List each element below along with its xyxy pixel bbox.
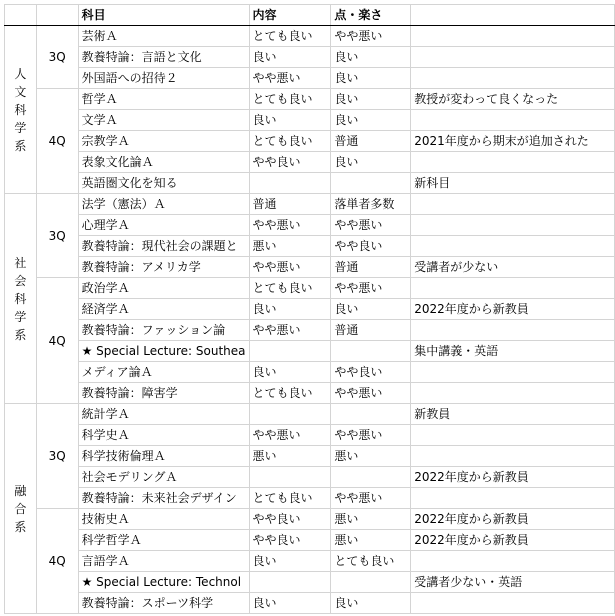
notes-cell[interactable]: 2022年度から新教員 (411, 530, 615, 551)
table-row (5, 509, 615, 530)
course-review-table (4, 4, 615, 614)
notes-cell[interactable] (411, 425, 615, 446)
notes-cell[interactable] (411, 446, 615, 467)
quarter-cell[interactable]: 3Q (36, 26, 78, 89)
subject-cell[interactable]: 科学哲学Ａ (78, 530, 249, 551)
notes-cell[interactable] (411, 320, 615, 341)
grading-cell[interactable]: やや悪い (331, 425, 411, 446)
grading-cell[interactable] (331, 173, 411, 194)
content-cell[interactable]: とても良い (249, 278, 331, 299)
table-row (5, 341, 615, 362)
grading-cell[interactable]: やや悪い (331, 26, 411, 47)
header-subject[interactable]: 科目 (78, 5, 249, 26)
subject-cell[interactable]: 科学史Ａ (78, 425, 249, 446)
grading-cell[interactable]: 悪い (331, 446, 411, 467)
quarter-cell[interactable]: 3Q (36, 194, 78, 278)
grading-cell[interactable] (331, 467, 411, 488)
subject-cell[interactable]: 英語圏文化を知る (78, 173, 249, 194)
table-row (5, 278, 615, 299)
table-row (5, 383, 615, 404)
subject-cell[interactable]: 言語学Ａ (78, 551, 249, 572)
group-label-char: 科 (14, 102, 27, 117)
subject-cell[interactable]: 統計学Ａ (78, 404, 249, 425)
grading-cell[interactable]: 良い (331, 68, 411, 89)
group-label-char: 文 (14, 84, 27, 99)
table-row (5, 257, 615, 278)
table-row (5, 194, 615, 215)
grading-cell[interactable]: やや悪い (331, 215, 411, 236)
group-label-char: 系 (14, 519, 27, 534)
grading-cell[interactable]: やや良い (331, 236, 411, 257)
content-cell[interactable]: やや悪い (249, 68, 331, 89)
grading-cell[interactable]: 普通 (331, 131, 411, 152)
table-row (5, 26, 615, 47)
table-row (5, 110, 615, 131)
table-row (5, 68, 615, 89)
table-row (5, 362, 615, 383)
content-cell[interactable]: やや悪い (249, 425, 331, 446)
grading-cell[interactable]: 落単者多数 (331, 194, 411, 215)
subject-cell[interactable]: 法学（憲法）Ａ (78, 194, 249, 215)
notes-cell[interactable]: 2022年度から新教員 (411, 299, 615, 320)
content-cell[interactable]: やや悪い (249, 257, 331, 278)
group-label (5, 482, 36, 536)
header-notes[interactable] (411, 5, 615, 26)
header-row (5, 5, 615, 26)
content-cell[interactable]: 良い (249, 47, 331, 68)
notes-cell[interactable]: 受講者が少ない (411, 257, 615, 278)
subject-cell[interactable]: 技術史Ａ (78, 509, 249, 530)
notes-cell[interactable]: 集中講義・英語 (411, 341, 615, 362)
content-cell[interactable]: とても良い (249, 131, 331, 152)
grading-cell[interactable]: やや悪い (331, 383, 411, 404)
table-row (5, 215, 615, 236)
content-cell[interactable] (249, 467, 331, 488)
table-row (5, 425, 615, 446)
table-row (5, 446, 615, 467)
table-row (5, 299, 615, 320)
group-label-char: 融 (14, 483, 27, 498)
subject-cell[interactable]: 表象文化論Ａ (78, 152, 249, 173)
subject-cell[interactable]: 哲学Ａ (78, 89, 249, 110)
group-label (5, 65, 36, 155)
subject-cell[interactable]: 教養特論：現代社会の課題と (78, 236, 249, 257)
header-grading[interactable]: 点・楽さ (331, 5, 411, 26)
table-row (5, 47, 615, 68)
content-cell[interactable] (249, 173, 331, 194)
subject-cell[interactable]: 芸術Ａ (78, 26, 249, 47)
group-label-char: 系 (14, 327, 27, 342)
subject-cell[interactable]: 文学Ａ (78, 110, 249, 131)
content-cell[interactable]: とても良い (249, 383, 331, 404)
content-cell[interactable] (249, 341, 331, 362)
content-cell[interactable]: とても良い (249, 488, 331, 509)
grading-cell[interactable] (331, 341, 411, 362)
table-row (5, 320, 615, 341)
subject-cell[interactable]: 教養特論：言語と文化 (78, 47, 249, 68)
content-cell[interactable]: とても良い (249, 26, 331, 47)
notes-cell[interactable]: 新科目 (411, 173, 615, 194)
notes-cell[interactable] (411, 68, 615, 89)
grading-cell[interactable] (331, 404, 411, 425)
content-cell[interactable]: 悪い (249, 236, 331, 257)
subject-cell[interactable]: 心理学Ａ (78, 215, 249, 236)
grading-cell[interactable]: やや悪い (331, 278, 411, 299)
quarter-cell[interactable]: 3Q (36, 404, 78, 509)
subject-cell[interactable]: ★ Special Lecture: Southea (78, 341, 249, 362)
grading-cell[interactable]: 良い (331, 593, 411, 614)
content-cell[interactable]: 良い (249, 593, 331, 614)
table-row (5, 572, 615, 593)
content-cell[interactable]: やや良い (249, 152, 331, 173)
notes-cell[interactable] (411, 152, 615, 173)
notes-cell[interactable] (411, 551, 615, 572)
grading-cell[interactable]: 悪い (331, 530, 411, 551)
subject-cell[interactable]: 教養特論：ファッション論 (78, 320, 249, 341)
notes-cell[interactable]: 2022年度から新教員 (411, 509, 615, 530)
content-cell[interactable]: やや良い (249, 509, 331, 530)
table-row (5, 488, 615, 509)
group-label-cell[interactable] (5, 404, 37, 614)
subject-cell[interactable]: 教養特論：障害学 (78, 383, 249, 404)
notes-cell[interactable]: 2022年度から新教員 (411, 467, 615, 488)
group-label-char: 学 (14, 309, 27, 324)
grading-cell[interactable]: やや悪い (331, 488, 411, 509)
grading-cell[interactable]: 良い (331, 89, 411, 110)
group-label-cell[interactable] (5, 26, 37, 194)
group-label-char: 科 (14, 291, 27, 306)
table-row (5, 236, 615, 257)
subject-cell[interactable]: 社会モデリングＡ (78, 467, 249, 488)
table-row (5, 173, 615, 194)
content-cell[interactable]: 良い (249, 362, 331, 383)
content-cell[interactable] (249, 572, 331, 593)
subject-cell[interactable]: 経済学Ａ (78, 299, 249, 320)
subject-cell[interactable]: 宗教学Ａ (78, 131, 249, 152)
grading-cell[interactable]: 良い (331, 299, 411, 320)
notes-cell[interactable] (411, 488, 615, 509)
content-cell[interactable]: 悪い (249, 446, 331, 467)
subject-cell[interactable]: 政治学Ａ (78, 278, 249, 299)
grading-cell[interactable] (331, 572, 411, 593)
table-row (5, 131, 615, 152)
notes-cell[interactable] (411, 215, 615, 236)
subject-cell[interactable]: メディア論Ａ (78, 362, 249, 383)
header-content[interactable]: 内容 (249, 5, 331, 26)
notes-cell[interactable] (411, 593, 615, 614)
group-label (5, 254, 36, 344)
grading-cell[interactable]: 良い (331, 152, 411, 173)
grading-cell[interactable]: 普通 (331, 257, 411, 278)
group-label-char: 系 (14, 138, 27, 153)
table-row (5, 89, 615, 110)
content-cell[interactable]: 良い (249, 551, 331, 572)
grading-cell[interactable]: 良い (331, 110, 411, 131)
group-label-char: 人 (14, 66, 27, 81)
notes-cell[interactable] (411, 47, 615, 68)
table-row (5, 593, 615, 614)
notes-cell[interactable]: 2021年度から期末が追加された (411, 131, 615, 152)
notes-cell[interactable] (411, 362, 615, 383)
subject-cell[interactable]: 科学技術倫理Ａ (78, 446, 249, 467)
group-label-char: 合 (14, 501, 27, 516)
group-label-char: 社 (14, 255, 27, 270)
notes-cell[interactable] (411, 110, 615, 131)
subject-cell[interactable]: 教養特論：アメリカ学 (78, 257, 249, 278)
subject-cell[interactable]: 教養特論：スポーツ科学 (78, 593, 249, 614)
header-quarter-cell[interactable] (36, 5, 78, 26)
grading-cell[interactable]: 普通 (331, 320, 411, 341)
content-cell[interactable]: やや良い (249, 530, 331, 551)
notes-cell[interactable] (411, 236, 615, 257)
notes-cell[interactable]: 教授が変わって良くなった (411, 89, 615, 110)
content-cell[interactable]: 良い (249, 110, 331, 131)
table-row (5, 404, 615, 425)
header-group-cell[interactable] (5, 5, 37, 26)
table-row (5, 551, 615, 572)
table-body (5, 5, 615, 614)
grading-cell[interactable]: とても良い (331, 551, 411, 572)
group-label-cell[interactable] (5, 194, 37, 404)
subject-cell[interactable]: 教養特論：未来社会デザイン (78, 488, 249, 509)
content-cell[interactable]: やや悪い (249, 320, 331, 341)
quarter-cell[interactable]: 4Q (36, 278, 78, 404)
group-label-char: 学 (14, 120, 27, 135)
group-label-char: 会 (14, 273, 27, 288)
content-cell[interactable]: やや悪い (249, 215, 331, 236)
content-cell[interactable] (249, 404, 331, 425)
notes-cell[interactable] (411, 26, 615, 47)
content-cell[interactable]: 良い (249, 299, 331, 320)
table-row (5, 530, 615, 551)
grading-cell[interactable]: やや良い (331, 362, 411, 383)
subject-cell[interactable]: 外国語への招待２ (78, 68, 249, 89)
notes-cell[interactable] (411, 194, 615, 215)
grading-cell[interactable]: 良い (331, 47, 411, 68)
content-cell[interactable]: 普通 (249, 194, 331, 215)
grading-cell[interactable]: 悪い (331, 509, 411, 530)
notes-cell[interactable] (411, 383, 615, 404)
subject-cell[interactable]: ★ Special Lecture: Technol (78, 572, 249, 593)
notes-cell[interactable] (411, 278, 615, 299)
table-row (5, 152, 615, 173)
notes-cell[interactable]: 受講者少ない・英語 (411, 572, 615, 593)
content-cell[interactable]: とても良い (249, 89, 331, 110)
quarter-cell[interactable]: 4Q (36, 509, 78, 614)
notes-cell[interactable]: 新教員 (411, 404, 615, 425)
table-row (5, 467, 615, 488)
quarter-cell[interactable]: 4Q (36, 89, 78, 194)
